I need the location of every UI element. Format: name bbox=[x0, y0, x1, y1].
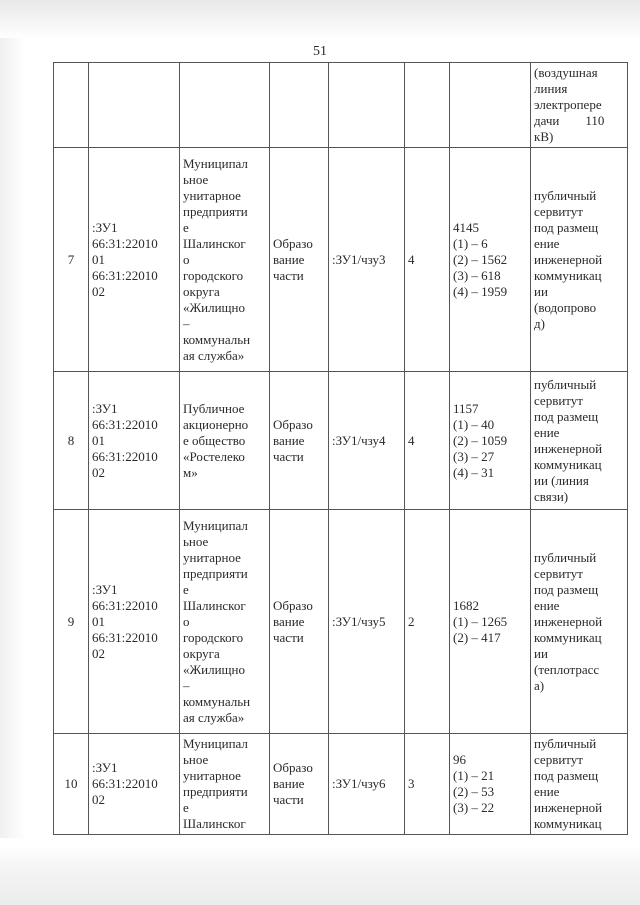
cell-owner bbox=[180, 63, 270, 148]
cell-area bbox=[450, 63, 531, 148]
cell-owner bbox=[180, 148, 270, 372]
cell-num bbox=[54, 372, 89, 510]
scan-top-edge bbox=[0, 0, 640, 38]
cell-cadastral bbox=[89, 372, 180, 510]
cell-area bbox=[450, 734, 531, 835]
scan-left-edge bbox=[0, 38, 26, 838]
table-row bbox=[54, 372, 628, 510]
cadastral-numbers: :ЗУ1 66:31:22010 01 66:31:22010 02 bbox=[92, 400, 158, 480]
table-row-continued bbox=[54, 63, 628, 148]
owner-name: Муниципал ьное унитарное предприяти е Шалинског о городского округа «Жилищно – коммунальн ая служба» bbox=[183, 517, 251, 725]
action-text: Образо вание части bbox=[273, 235, 313, 283]
cell-num bbox=[54, 510, 89, 734]
purpose-text: публичный сервитут под размещ ение инженерной коммуникац ии (водопрово д) bbox=[534, 187, 603, 331]
part-designation: :ЗУ1/чзу6 bbox=[332, 776, 386, 791]
cell-area bbox=[450, 372, 531, 510]
cell-cadastral bbox=[89, 510, 180, 734]
cell-designation bbox=[329, 148, 405, 372]
page-number: 51 bbox=[313, 44, 327, 59]
row-number: 7 bbox=[67, 251, 75, 267]
cadastral-numbers: :ЗУ1 66:31:22010 01 66:31:22010 02 bbox=[92, 581, 158, 661]
contour-count: 4 bbox=[408, 251, 415, 267]
cell-action bbox=[270, 63, 329, 148]
contour-count: 4 bbox=[408, 432, 415, 448]
owner-name: Публичное акционерно е общество «Ростелеко м» bbox=[183, 400, 249, 480]
area-values: 4145 (1) – 6 (2) – 1562 (3) – 618 (4) – 1959 bbox=[453, 219, 508, 299]
action-text: Образо вание части bbox=[273, 760, 313, 807]
cell-designation bbox=[329, 734, 405, 835]
cell-cadastral bbox=[89, 63, 180, 148]
cell-designation bbox=[329, 372, 405, 510]
row-number: 8 bbox=[67, 432, 75, 448]
cell-count bbox=[405, 63, 450, 148]
scan-bottom-edge bbox=[0, 845, 640, 905]
servitude-table bbox=[53, 62, 628, 835]
area-values: 96 (1) – 21 (2) – 53 (3) – 22 bbox=[453, 752, 495, 815]
row-number: 9 bbox=[67, 613, 75, 629]
cell-owner bbox=[180, 372, 270, 510]
table-row bbox=[54, 148, 628, 372]
contour-count: 2 bbox=[408, 613, 415, 629]
cell-purpose: (воздушная линия электропере дачи 110 кВ) bbox=[531, 63, 628, 148]
cell-action bbox=[270, 510, 329, 734]
cell-count bbox=[405, 734, 450, 835]
cell-action bbox=[270, 372, 329, 510]
cell-designation bbox=[329, 63, 405, 148]
action-text: Образо вание части bbox=[273, 597, 313, 645]
cell-cadastral bbox=[89, 148, 180, 372]
cell-designation bbox=[329, 510, 405, 734]
cell-owner bbox=[180, 734, 270, 835]
contour-count: 3 bbox=[408, 776, 415, 791]
cell-num bbox=[54, 734, 89, 835]
cell-area bbox=[450, 148, 531, 372]
table-row bbox=[54, 734, 628, 835]
cell-cadastral bbox=[89, 734, 180, 835]
purpose-text: публичный сервитут под размещ ение инженерной коммуникац ии (линия связи) bbox=[534, 376, 603, 504]
cell-purpose bbox=[531, 148, 628, 372]
part-designation: :ЗУ1/чзу3 bbox=[332, 251, 386, 267]
cell-count bbox=[405, 372, 450, 510]
cell-count bbox=[405, 148, 450, 372]
area-values: 1157 (1) – 40 (2) – 1059 (3) – 27 (4) – 31 bbox=[453, 400, 508, 480]
cell-action bbox=[270, 148, 329, 372]
cell-purpose bbox=[531, 734, 628, 835]
area-values: 1682 (1) – 1265 (2) – 417 bbox=[453, 597, 508, 645]
purpose-text: публичный сервитут под размещ ение инженерной коммуникац ии (теплотрасс а) bbox=[534, 549, 603, 693]
part-designation: :ЗУ1/чзу4 bbox=[332, 432, 386, 448]
cell-num bbox=[54, 148, 89, 372]
owner-name: Муниципал ьное унитарное предприяти е Шалинског bbox=[183, 736, 248, 831]
owner-name: Муниципал ьное унитарное предприяти е Шалинског о городского округа «Жилищно – коммунальн ая служба» bbox=[183, 155, 251, 363]
cell-area bbox=[450, 510, 531, 734]
cadastral-numbers: :ЗУ1 66:31:22010 02 bbox=[92, 760, 158, 807]
cell-action bbox=[270, 734, 329, 835]
action-text: Образо вание части bbox=[273, 416, 313, 464]
cell-num bbox=[54, 63, 89, 148]
cadastral-numbers: :ЗУ1 66:31:22010 01 66:31:22010 02 bbox=[92, 219, 158, 299]
cell-owner bbox=[180, 510, 270, 734]
purpose-text: публичный сервитут под размещ ение инженерной коммуникац bbox=[534, 736, 603, 831]
row-number: 10 bbox=[64, 776, 78, 791]
table-row bbox=[54, 510, 628, 734]
part-designation: :ЗУ1/чзу5 bbox=[332, 613, 386, 629]
cell-purpose bbox=[531, 372, 628, 510]
cell-purpose bbox=[531, 510, 628, 734]
cell-count bbox=[405, 510, 450, 734]
